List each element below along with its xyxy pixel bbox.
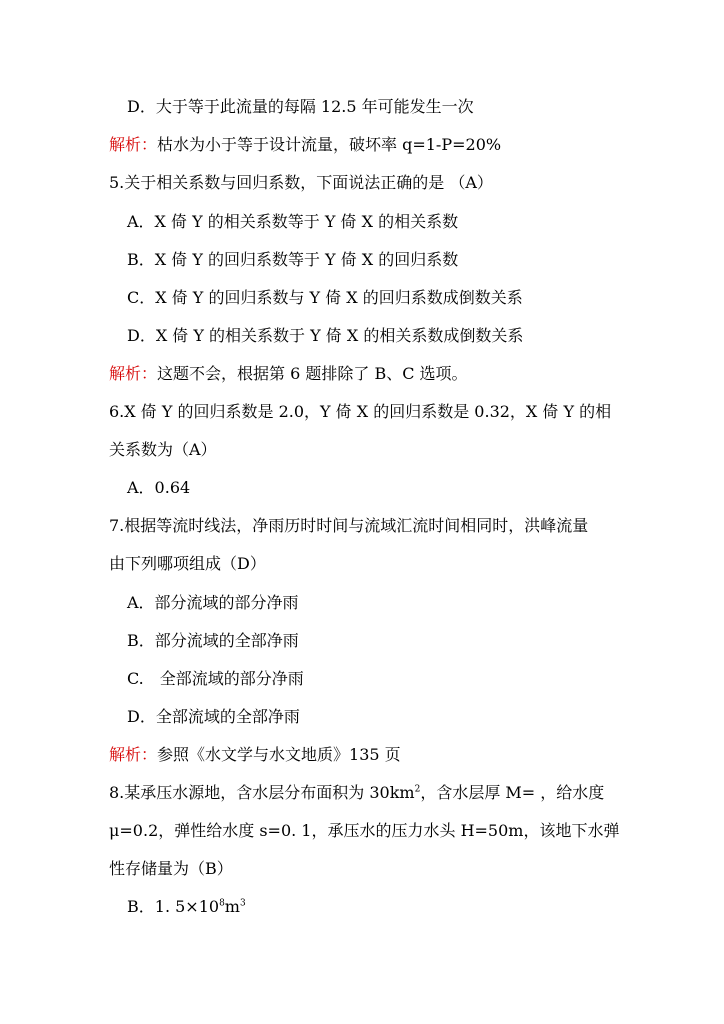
question-8-line2: μ=0.2，弹性给水度 s=0. 1，承压水的压力水头 H=50m，该地下水弹 <box>109 821 620 840</box>
option-d-q7: D．全部流域的全部净雨 <box>127 707 300 726</box>
analysis-label: 解析： <box>109 745 158 764</box>
analysis-q4: 解析：枯水为小于等于设计流量，破坏率 q=1-P=20% <box>109 135 502 154</box>
superscript: 8 <box>219 898 225 909</box>
superscript: 2 <box>414 784 421 795</box>
question-6-line2: 关系数为（A） <box>109 440 217 459</box>
option-a-q6: A．0.64 <box>127 478 191 497</box>
question-8-line3: 性存储量为（B） <box>109 859 233 878</box>
option-c-q7: C. 全部流域的部分净雨 <box>127 669 304 688</box>
option-a-q5: A．X 倚 Y 的相关系数等于 Y 倚 X 的相关系数 <box>127 212 459 231</box>
question-8-line1: 8.某承压水源地，含水层分布面积为 $30km^2$，含水层厚 M= ，给水度 <box>109 783 605 802</box>
option-c-q5: C．X 倚 Y 的回归系数与 Y 倚 X 的回归系数成倒数关系 <box>127 288 523 307</box>
option-a-q7: A．部分流域的部分净雨 <box>127 593 299 612</box>
option-b-q5: B．X 倚 Y 的回归系数等于 Y 倚 X 的回归系数 <box>127 250 459 269</box>
question-6-line1: 6.X 倚 Y 的回归系数是 2.0，Y 倚 X 的回归系数是 0.32，X 倚 Y 的相 <box>109 402 612 421</box>
analysis-label: 解析： <box>109 135 158 154</box>
option-b-q7: B．部分流域的全部净雨 <box>127 631 299 650</box>
analysis-q7: 解析：参照《水文学与水文地质》135 页 <box>109 745 401 764</box>
option-d-q4: D．大于等于此流量的每隔 12.5 年可能发生一次 <box>127 97 474 116</box>
question-7-line2: 由下列哪项组成（D） <box>109 554 266 573</box>
superscript: 3 <box>239 898 246 909</box>
option-b-q8: B．1. $5\times 10^8m^3$ <box>127 897 246 916</box>
question-7-line1: 7.根据等流时线法，净雨历时时间与流域汇流时间相同时，洪峰流量 <box>109 516 589 535</box>
option-d-q5: D．X 倚 Y 的相关系数于 Y 倚 X 的相关系数成倒数关系 <box>127 326 524 345</box>
analysis-q5: 解析：这题不会，根据第 6 题排除了 B、C 选项。 <box>109 364 468 383</box>
analysis-label: 解析： <box>109 364 158 383</box>
question-5: 5.关于相关系数与回归系数，下面说法正确的是 （A） <box>109 173 493 192</box>
